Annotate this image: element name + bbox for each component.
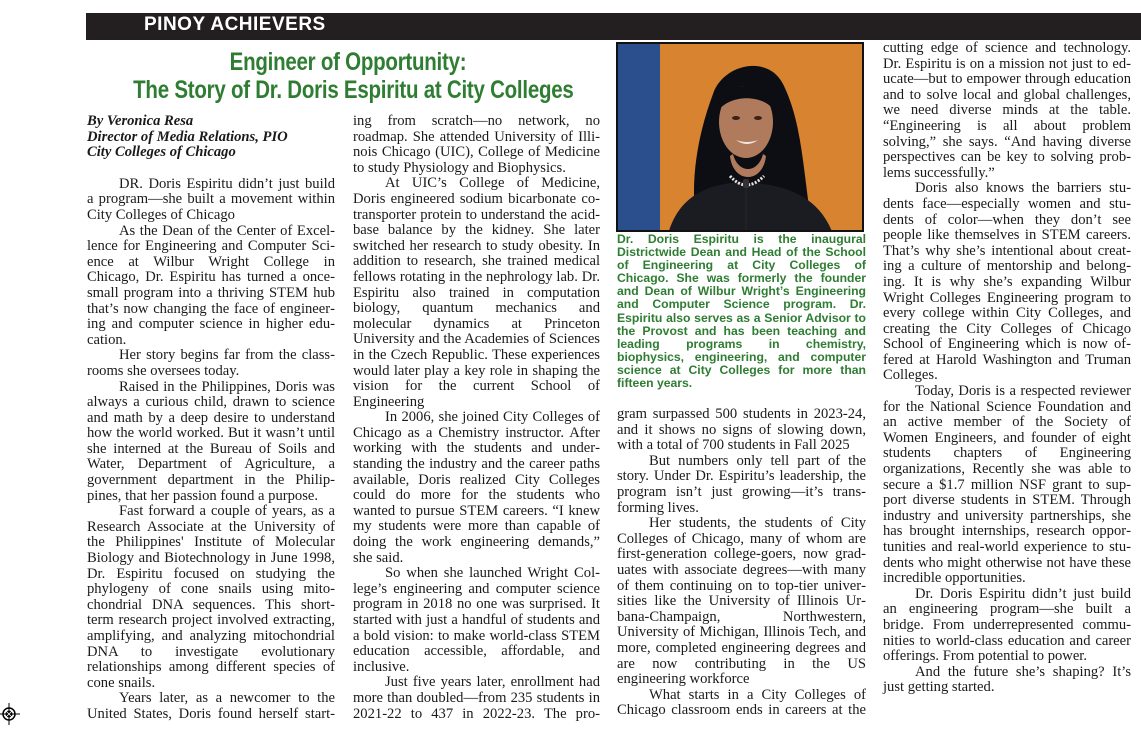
article-column-2 [353, 114, 600, 722]
paragraph: DR. Doris Espiritu didn’t just build a program—she built a movement within City Colleges of Chicago [87, 175, 335, 223]
paragraph: In 2006, she joined City Colleges of Chicago as a Chemistry instructor. After working with the students and understanding the industry and the career paths available, Doris realized City Colleges could do more for the students who wanted to pursue STEM careers. “I knew my students were more than capable of doing the work engineering demands,” she said. [353, 409, 600, 566]
paragraph: At UIC’s College of Medicine, Doris engineered sodium bicarbonate co-transporter protein to understand the acid-base balance by the kidney. She later switched her research to study obesity. In addition to research, she trained medical fellows rotating in the nephrology lab. Dr. Espiritu also trained in computation biology, quantum mechanics and molecular dynamics at Princeton University and the Academies of Sciences in the Czech Republic. These experiences would later play a key role in shaping the vision for the current School of Engineering [353, 175, 600, 410]
paragraph-continued: cutting edge of science and technology. Dr. Espiritu is on a mission not just to educate—but to empower through education and to solve local and global challenges, we need diverse minds at the table. “Engineering is all about problem solving,” she says. “And having diverse perspectives can be key to solving problems successfully.” [883, 40, 1131, 181]
section-label: PINOY ACHIEVERS [144, 14, 326, 35]
registration-mark-icon [0, 703, 20, 725]
paragraph-continued: ing from scratch—no network, no roadmap. She attended University of Illinois Chicago (UIC), College of Medicine to study Physiology and Biophysics. [353, 113, 600, 176]
paragraph: But numbers only tell part of the story. Under Dr. Espiritu’s leadership, the program isn’t just growing—it’s transforming lives. [617, 452, 866, 516]
article-column-4 [883, 41, 1131, 696]
portrait-photo [616, 42, 864, 232]
paragraph: So when she launched Wright College’s engineering and computer science program in 2018 no one was surprised. It started with just a handful of students and a bold vision: to make world-class STEM education accessible, affordable, and inclusive. [353, 565, 600, 675]
byline-author: By Veronica Resa [87, 113, 194, 129]
paragraph: Just five years later, enrollment had more than doubled—from 235 students in 2021-22 to 437 in 2022-23. The pro- [353, 674, 600, 722]
paragraph: Raised in the Philippines, Doris was always a curious child, drawn to science and math by a deep desire to understand how the world worked. But it wasn’t until she interned at the Bureau of Soils and Water, Department of Agriculture, a government department in the Philippines, that her passion found a purpose. [87, 378, 335, 504]
byline [87, 114, 335, 161]
paragraph: As the Dean of the Center of Excellence for Engineering and Computer Science at Wilbur Wright College in Chicago, Dr. Espiritu has turned a once-small program into a thriving STEM hub that’s now changing the face of engineering and computer science in higher education. [87, 222, 335, 348]
paragraph: Fast forward a couple of years, as a Research Associate at the University of the Philippines' Institute of Molecular Biology and Biotechnology in June 1998, Dr. Espiritu focused on studying the phylogeny of cone snails using mitochondrial DNA sequences. This short-term research project involved extracting, amplifying, and analyzing mitochondrial DNA to investigate evolutionary relationships among different species of cone snails. [87, 503, 335, 691]
section-header-bar [86, 13, 1141, 40]
paragraph: Her students, the students of City Colleges of Chicago, many of whom are first-generation college-goers, now graduates with associate degrees—with many of them continuing on to top-tier universities like the University of Illinois Urbana-Champaign, Northwestern, University of Michigan, Illinois Tech, and more, completed engineering degrees and are now contributing in the US engineering workforce [617, 515, 866, 688]
paragraph-continued: gram surpassed 500 students in 2023-24, and it shows no signs of slowing down, with a total of 700 students in Fall 2025 [617, 406, 866, 454]
photo-caption: Dr. Doris Espiritu is the inaugural Districtwide Dean and Head of the School of Engineering at City Colleges of Chicago. She was formerly the founder and Dean of Wilbur Wright’s Engineering and Computer Science program. Dr. Espiritu also serves as a Senior Advisor to the Provost and has been teaching and leading programs in chemistry, biophysics, engineering, and computer science at City Colleges for more than fifteen years. [617, 232, 866, 391]
paragraph: Her story begins far from the classrooms she oversees today. [87, 347, 335, 379]
headline [133, 48, 574, 104]
headline-line-2: The Story of Dr. Doris Espiritu at City Colleges [133, 76, 574, 104]
paragraph: And the future she’s shaping? It’s just getting started. [883, 663, 1131, 696]
paragraph: What starts in a City Colleges of Chicago classroom ends in careers at the [617, 686, 866, 719]
headline-line-1: Engineer of Opportunity: [229, 48, 467, 76]
article-column-3 [617, 407, 866, 719]
byline-org: City Colleges of Chicago [87, 144, 236, 161]
portrait-illustration [618, 44, 864, 232]
paragraph: Dr. Doris Espiritu didn’t just build an engineering program—she built a bridge. From underrepresented communities to world-class education and career offerings. From potential to power. [883, 585, 1131, 665]
paragraph: Today, Doris is a respected reviewer for the National Science Foundation and an active member of the Society of Women Engineers, and founder of eight students chapters of Engineering organizations, Recently she was able to secure a $1.7 million NSF grant to support diverse students in STEM. Through industry and university partnerships, she has brought internships, research opportunities and real-world experience to students who might otherwise not have these incredible opportunities. [883, 383, 1131, 587]
byline-title: Director of Media Relations, PIO [87, 128, 288, 145]
paragraph: Years later, as a newcomer to the United States, Doris found herself start- [87, 690, 335, 722]
paragraph: Doris also knows the barriers students face—especially women and students of color—when they don’t see people like themselves in STEM careers. That’s why she’s intentional about creating a culture of mentorship and belonging. It is why she’s expanding Wilbur Wright Colleges Engineering program to every college within City Colleges, and creating the City Colleges of Chicago School of Engineering which is now offered at Harold Washington and Truman Colleges. [883, 180, 1131, 384]
article-column-1 [87, 114, 335, 723]
